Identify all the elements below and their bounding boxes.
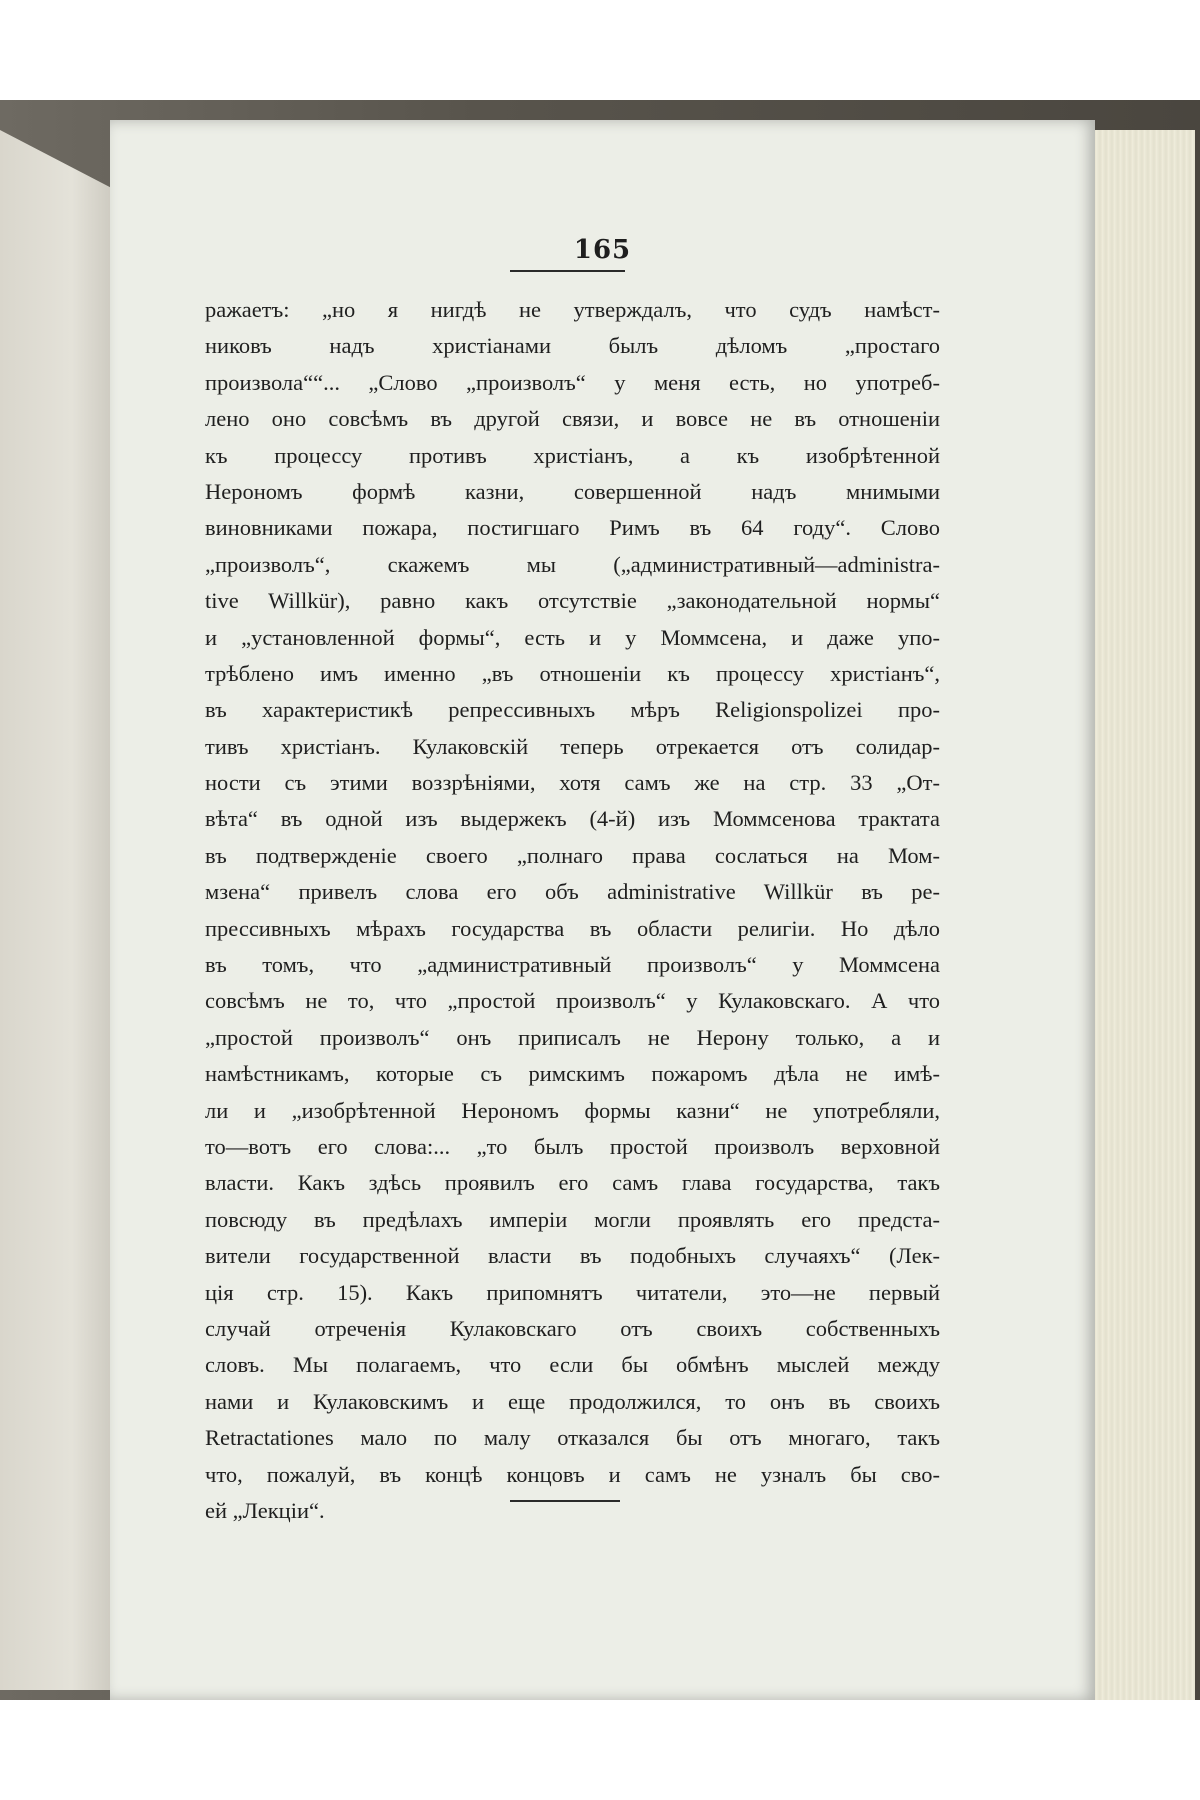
text-line: вѣта“ въ одной изъ выдержекъ (4-й) изъ Моммсенова трактата (205, 806, 940, 832)
text-line: въ томъ, что „административный произволъ“ у Моммсена (205, 952, 940, 978)
text-line: tive Willkür), равно какъ отсутствіе „законодательной нормы“ (205, 588, 940, 614)
text-line: ности съ этими воззрѣніями, хотя самъ же на стр. 33 „От- (205, 770, 940, 796)
text-line: то—вотъ его слова:... „то былъ простой произволъ верховной (205, 1133, 940, 1159)
text-line: власти. Какъ здѣсь проявилъ его самъ глава государства, такъ (205, 1170, 940, 1196)
text-line: случай отреченія Кулаковскаго отъ своихъ собственныхъ (205, 1315, 940, 1341)
text-line: виновниками пожара, постигшаго Римъ въ 64 году“. Слово (205, 515, 940, 541)
page-stack-edges (1085, 130, 1195, 1700)
text-line: словъ. Мы полагаемъ, что если бы обмѣнъ мыслей между (205, 1352, 940, 1378)
text-line: тивъ христіанъ. Кулаковскій теперь отрекается отъ солидар- (205, 733, 940, 759)
text-line: ражаетъ: „но я нигдѣ не утверждалъ, что судъ намѣст- (205, 297, 940, 322)
text-line: ей „Лекціи“. (205, 1497, 325, 1523)
facing-page-edge (0, 130, 120, 1690)
text-line: что, пожалуй, въ концѣ концовъ и самъ не узналъ бы сво- (205, 1461, 940, 1487)
text-line: „простой произволъ“ онъ приписалъ не Нерону только, а и (205, 1024, 940, 1050)
text-line: трѣблено имъ именно „въ отношеніи къ процессу христіанъ“, (205, 660, 940, 686)
text-line: прессивныхъ мѣрахъ государства въ области религіи. Но дѣло (205, 915, 940, 941)
book-page (110, 120, 1095, 1700)
text-line: къ процессу противъ христіанъ, а къ изобрѣтенной (205, 442, 940, 468)
text-line: ли и „изобрѣтенной Нерономъ формы казни“ не употребляли, (205, 1097, 940, 1123)
text-line: вители государственной власти въ подобныхъ случаяхъ“ (Лек- (205, 1243, 940, 1269)
closing-rule (510, 1500, 620, 1502)
book-photo (0, 100, 1200, 1700)
text-line: произвола““... „Слово „произволъ“ у меня есть, но употреб- (205, 369, 940, 395)
page-number: 165 (573, 235, 632, 265)
text-line: и „установленной формы“, есть и у Моммсена, и даже упо- (205, 624, 940, 650)
text-line: повсюду въ предѣлахъ имперіи могли проявлять его предста- (205, 1206, 940, 1232)
text-line: „произволъ“, скажемъ мы („административный—administra- (205, 551, 940, 577)
text-line: въ характеристикѣ репрессивныхъ мѣръ Religionspolizei про- (205, 697, 940, 723)
text-line: лено оно совсѣмъ въ другой связи, и вовсе не въ отношеніи (205, 406, 940, 432)
text-line: Нерономъ формѣ казни, совершенной надъ мнимыми (205, 478, 940, 504)
text-line: Retractationes мало по малу отказался бы отъ многаго, такъ (205, 1425, 940, 1451)
text-line: въ подтвержденіе своего „полнаго права сослаться на Мом- (205, 842, 940, 868)
text-line: ція стр. 15). Какъ припомнятъ читатели, это—не первый (205, 1279, 940, 1305)
text-line: нами и Кулаковскимъ и еще продолжился, то онъ въ своихъ (205, 1388, 940, 1414)
text-line: совсѣмъ не то, что „простой произволъ“ у Кулаковскаго. А что (205, 988, 940, 1014)
text-line: никовъ надъ христіанами былъ дѣломъ „простаго (205, 333, 940, 359)
text-line: намѣстникамъ, которые съ римскимъ пожаромъ дѣла не имѣ- (205, 1061, 940, 1087)
body-text (205, 292, 940, 1529)
text-line: мзена“ привелъ слова его объ administrative Willkür въ ре- (205, 879, 940, 905)
page-number-rule (510, 270, 625, 272)
